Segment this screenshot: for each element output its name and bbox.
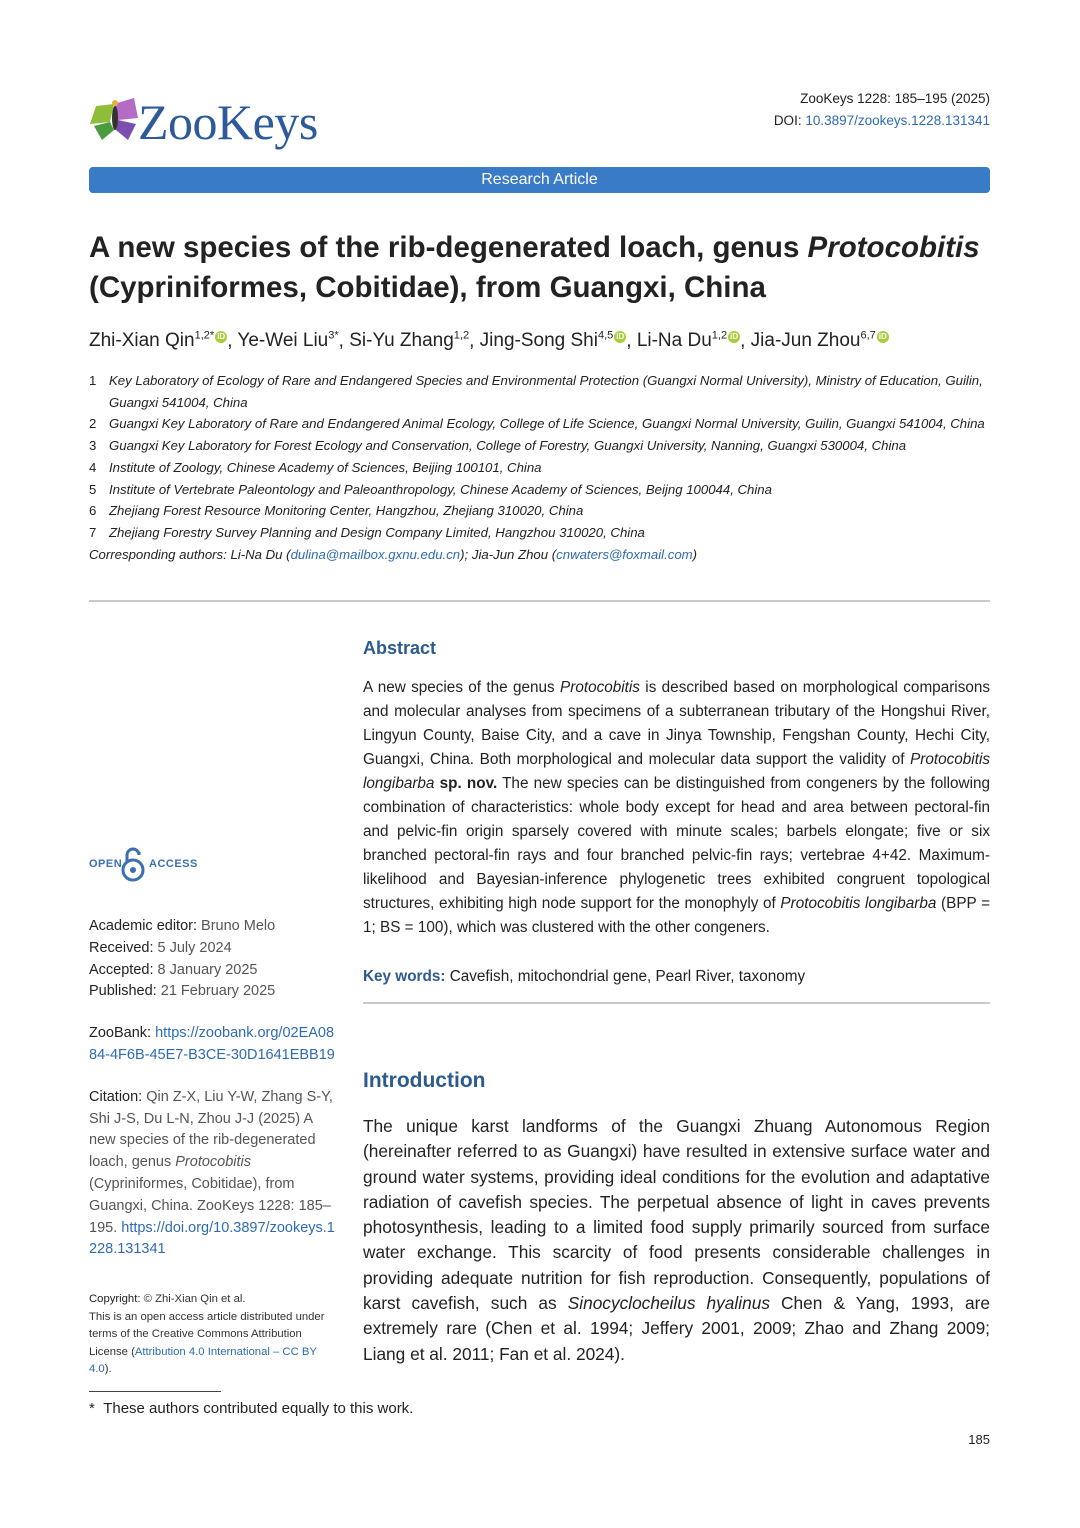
introduction-text: The unique karst landforms of the Guangxi Zhuang Autonomous Region (hereinafter referred to as Guangxi) have resulted in extensive surface water and ground water systems, providing ideal conditions for the evolution and adaptative radiation of cavefish species. The perpetual absence of light in caves prevents photosynthesis, leading to a limited food supply primarily sourced from surface water exchange. This scarcity of food presents considerable challenges in providing adequate nutrition for fish reproduction. Consequently, populations of karst cavefish, such as Sinocyclocheilus hyalinus Chen & Yang, 1993, are extremely rare (Chen et al. 1994; Jeffery 2001, 2009; Zhao and Zhang 2009; Liang et al. 2011; Fan et al. 2024). bbox=[363, 1116, 990, 1364]
affiliations bbox=[89, 370, 994, 565]
footnote-rule bbox=[89, 1391, 221, 1392]
received-date: 5 July 2024 bbox=[157, 939, 232, 956]
affiliation: 3 Guangxi Key Laboratory for Forest Ecology and Conservation, College of Forestry, Guangxi University, Nanning, Guangxi 530004, China bbox=[89, 438, 907, 454]
abstract-heading: Abstract bbox=[363, 638, 437, 658]
doi-label: DOI: bbox=[773, 113, 802, 128]
orcid-icon[interactable]: iD bbox=[730, 332, 739, 342]
author[interactable]: Jing-Song Shi$^{4,5}$ iD bbox=[479, 330, 625, 352]
orcid-icon[interactable]: iD bbox=[878, 332, 887, 342]
citation-line: ZooKeys 1228: 185–195 (2025) bbox=[800, 91, 990, 106]
open-lock-icon bbox=[121, 846, 147, 882]
email-link[interactable]: dulina@mailbox.gxnu.edu.cn bbox=[290, 546, 461, 562]
author[interactable]: Ye-Wei Liu$^{3*}$ bbox=[237, 330, 339, 352]
article-metadata bbox=[89, 916, 339, 1379]
orcid-icon[interactable]: iD bbox=[217, 332, 226, 342]
author[interactable]: Li-Na Du$^{1,2}$ iD bbox=[636, 330, 739, 352]
zoobank-block: ZooBank: https://zoobank.org/02EA0884-4F6B-45E7-B3CE-30D1641EBB19 bbox=[89, 1025, 335, 1063]
published-date: 21 February 2025 bbox=[160, 983, 276, 1000]
affiliation: 7 Zhejiang Forestry Survey Planning and Design Company Limited, Hangzhou 310020, China bbox=[89, 524, 645, 540]
open-label: OPEN bbox=[89, 858, 123, 870]
copyright-block: Copyright: © Zhi-Xian Qin et al. This is an open access article distributed under terms of the Creative Commons Attribution License (Attribution 4.0 International – CC BY 4.0). bbox=[89, 1293, 325, 1376]
email-link[interactable]: cnwaters@foxmail.com bbox=[556, 546, 693, 562]
affiliation: 6 Zhejiang Forest Resource Monitoring Center, Hangzhou, Zhejiang 310020, China bbox=[89, 503, 584, 519]
introduction-heading: Introduction bbox=[363, 1069, 486, 1092]
title-text-2: (Cypriniformes, Cobitidae), from Guangxi, China bbox=[89, 271, 766, 304]
page-number: 185 bbox=[968, 1432, 990, 1447]
citation-doi-link[interactable]: https://doi.org/10.3897/zookeys.1228.131341 bbox=[89, 1219, 335, 1258]
zoobank-link[interactable]: https://zoobank.org/02EA0884-4F6B-45E7-B3CE-30D1641EBB19 bbox=[89, 1025, 335, 1063]
access-label: ACCESS bbox=[149, 858, 198, 870]
accepted-date: 8 January 2025 bbox=[157, 961, 258, 978]
license-link[interactable]: Attribution 4.0 International – CC BY 4.0 bbox=[89, 1345, 317, 1376]
open-access-logo bbox=[89, 846, 229, 882]
author[interactable]: Si-Yu Zhang$^{1,2}$ bbox=[349, 330, 470, 352]
zookeys-logo bbox=[88, 90, 358, 160]
butterfly-icon bbox=[88, 90, 142, 146]
article-title bbox=[89, 228, 1009, 308]
journal-reference bbox=[774, 88, 990, 132]
affiliation: 5 Institute of Vertebrate Paleontology and Paleoanthropology, Chinese Academy of Sciences, Beijng 100044, China bbox=[89, 481, 772, 497]
title-text-1: A new species of the rib-degenerated loach, genus bbox=[89, 231, 808, 264]
doi-line bbox=[774, 110, 990, 132]
affiliation: 4 Institute of Zoology, Chinese Academy of Sciences, Beijing 100101, China bbox=[89, 459, 542, 475]
keywords: Key words: Cavefish, mitochondrial gene, Pearl River, taxonomy bbox=[363, 968, 806, 985]
corresponding-authors: Corresponding authors: Li-Na Du (dulina@mailbox.gxnu.edu.cn); Jia-Jun Zhou (cnwaters@foxmail.com) bbox=[89, 546, 698, 562]
title-genus: Protocobitis bbox=[807, 231, 980, 264]
logo-text: ZooKeys bbox=[138, 94, 318, 150]
footnote: * These authors contributed equally to this work. bbox=[89, 1400, 414, 1417]
divider bbox=[89, 600, 990, 602]
divider bbox=[363, 1002, 990, 1004]
author-list: Zhi-Xian Qin$^{1,2*}$ iD , Ye-Wei Liu$^{3*}$, Si-Yu Zhang$^{1,2}$, Jing-Song Shi$^{4,5}$ iD , Li-Na Du$^{1,2}$ iD , Jia-Jun Zhou$^{6,7}$ iD bbox=[89, 330, 887, 352]
orcid-icon[interactable]: iD bbox=[616, 332, 625, 342]
editor: Bruno Melo bbox=[201, 918, 276, 934]
author[interactable]: Jia-Jun Zhou$^{6,7}$ iD bbox=[750, 330, 887, 352]
author[interactable]: Zhi-Xian Qin$^{1,2*}$ iD bbox=[89, 330, 226, 352]
citation-block: Citation: Qin Z-X, Liu Y-W, Zhang S-Y, Shi J-S, Du L-N, Zhou J-J (2025) A new species of the rib-degenerated loach, genus Protocobitis (Cypriniformes, Cobitidae), from Guangxi, China. ZooKeys 1228: 185–195. https://doi.org/10.3897/zookeys.1228.131341 bbox=[89, 1088, 335, 1258]
dates-block: Academic editor: Bruno Melo Received: 5 July 2024 Accepted: 8 January 2025 Published: 21 February 2025 bbox=[89, 918, 276, 1000]
article-type-banner: Research Article bbox=[89, 167, 990, 193]
keywords-label: Key words: bbox=[363, 968, 446, 985]
abstract-text: A new species of the genus Protocobitis is described based on morphological comparisons and molecular analyses from specimens of a subterranean tributary of the Hongshui River, Lingyun County, Baise City, and a cave in Jinya Township, Fengshan County, Hechi City, Guangxi, China. Both morphological and molecular data support the validity of Protocobitis longibarba sp. nov. The new species can be distinguished from congeners by the following combination of characteristics: whole body except for head and area between pectoral-fin and pelvic-fin origin sparsely covered with minute scales; barbels elongate; five or six branched pectoral-fin rays and four branched pelvic-fin rays; vertebrae 4+42. Maximum-likelihood and Bayesian-inference phylogenetic trees exhibited congruent topological structures, exhibiting high node support for the monophyly of Protocobitis longibarba (BPP = 1; BS = 100), which was clustered with the other congeners. bbox=[363, 679, 990, 936]
affiliation: 2 Guangxi Key Laboratory of Rare and Endangered Animal Ecology, College of Life Science, Guangxi Normal University, Guilin, Guangxi 541004, China bbox=[89, 416, 985, 432]
affiliation: 1 Key Laboratory of Ecology of Rare and Endangered Species and Environmental Protection (Guangxi Normal University), Ministry of Education, Guilin, Guangxi 541004, China bbox=[89, 373, 983, 410]
doi-link[interactable]: 10.3897/zookeys.1228.131341 bbox=[805, 113, 990, 128]
